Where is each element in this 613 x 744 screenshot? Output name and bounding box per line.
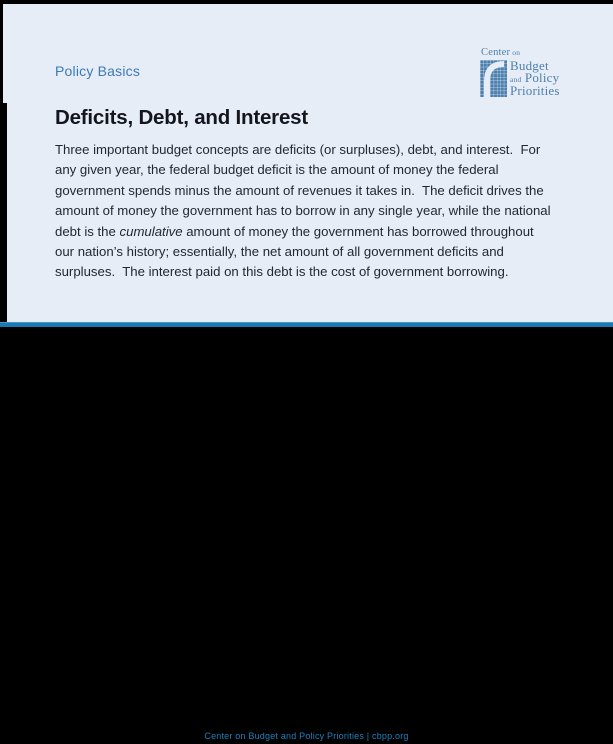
document-page: [3, 4, 613, 323]
cbpp-logo: [480, 48, 580, 97]
logo-center-on-text: Center on: [481, 47, 521, 58]
intro-paragraph: [55, 140, 595, 283]
page-title: Deficits, Debt, and Interest: [55, 106, 308, 129]
paragraph-line: surpluses. The interest paid on this debt is the cost of government borrowing.: [55, 264, 509, 280]
paragraph-line: any given year, the federal budget deficit is the amount of money the federal: [55, 162, 499, 178]
logo-word-priorities: Priorities: [510, 83, 560, 98]
cbpp-grid-arc-logo-icon: [480, 60, 507, 97]
paragraph-line: government spends minus the amount of revenues it takes in. The deficit drives the: [55, 182, 544, 198]
logo-row: [480, 60, 580, 97]
footer-link[interactable]: Center on Budget and Policy Priorities | cbpp.org: [204, 731, 409, 741]
eyebrow-policy-basics: Policy Basics: [55, 63, 141, 79]
paragraph-line: Three important budget concepts are deficits (or surpluses), debt, and interest. For: [55, 142, 541, 157]
logo-word-and-policy: and Policy: [510, 69, 560, 85]
paragraph-line: amount of money the government has to borrow in any single year, while the national: [55, 203, 551, 219]
footer: [0, 731, 613, 741]
logo-word-budget: Budget: [510, 58, 549, 73]
blue-rule-divider: [0, 322, 613, 327]
scan-edge-artifact: [0, 103, 7, 323]
paragraph-line: debt is the cumulative amount of money the government has borrowed throughout: [55, 223, 534, 239]
paragraph-line: our nation’s history; essentially, the net amount of all government deficits and: [55, 244, 504, 260]
logo-wordmark: [510, 60, 560, 97]
